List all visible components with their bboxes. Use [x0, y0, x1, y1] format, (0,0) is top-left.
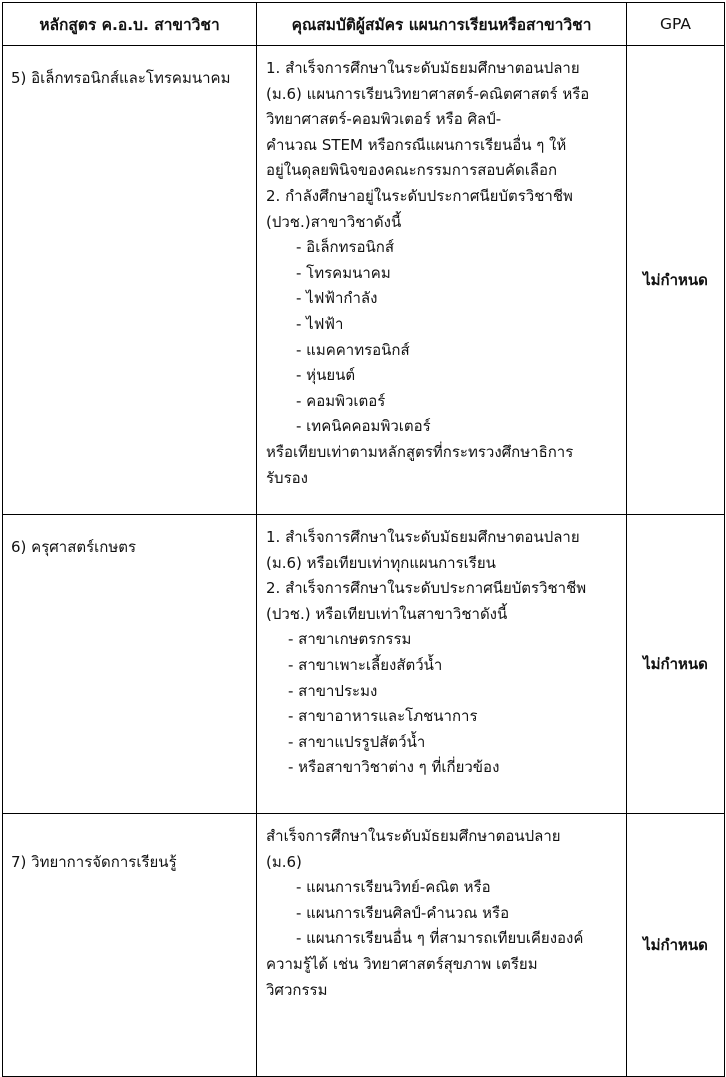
- qualification-list-item: - หรือสาขาวิชาต่าง ๆ ที่เกี่ยวข้อง: [288, 758, 500, 777]
- qualification-list-item: - สาขาเพาะเลี้ยงสัตว์น้ำ: [288, 655, 443, 674]
- qualification-line: วิศวกรรม: [266, 980, 328, 999]
- qualification-line: ความรู้ได้ เช่น วิทยาศาสตร์สุขภาพ เตรียม: [266, 954, 538, 973]
- qualification-line: (ปวช.)สาขาวิชาดังนี้: [266, 212, 402, 231]
- qualification-list-item: - แผนการเรียนวิทย์-คณิต หรือ: [296, 878, 491, 897]
- qualification-list-item: - โทรคมนาคม: [296, 263, 391, 282]
- qualification-list-item: - สาขาแปรรูปสัตว์น้ำ: [288, 732, 426, 751]
- qualification-line: 2. กำลังศึกษาอยู่ในระดับประกาศนียบัตรวิชาชีพ: [266, 186, 573, 205]
- qualification-list-item: - สาขาประมง: [288, 681, 378, 700]
- qualification-list-item: - แผนการเรียนอื่น ๆ ที่สามารถเทียบเคียงองค์: [296, 929, 584, 948]
- qualification-list-item: - หุ่นยนต์: [296, 366, 356, 385]
- table-row: [3, 46, 725, 515]
- qualification-list-item: - อิเล็กทรอนิกส์: [296, 238, 395, 257]
- qualification-line: (ม.6) แผนการเรียนวิทยาศาสตร์-คณิตศาสตร์ หรือ: [266, 84, 590, 103]
- qualification-line: คำนวณ STEM หรือกรณีแผนการเรียนอื่น ๆ ให้: [266, 135, 567, 154]
- gpa-cell: ไม่กำหนด: [627, 515, 725, 814]
- qualification-line: หรือเทียบเท่าตามหลักสูตรที่กระทรวงศึกษาธิการ: [266, 442, 574, 461]
- qualification-line: อยู่ในดุลยพินิจของคณะกรรมการสอบคัดเลือก: [266, 161, 558, 180]
- qualification-list-item: - ไฟฟ้ากำลัง: [296, 289, 378, 308]
- qualification-cell: [257, 814, 627, 1077]
- header-qualification: คุณสมบัติผู้สมัคร แผนการเรียนหรือสาขาวิชา: [257, 3, 627, 46]
- table-row: [3, 515, 725, 814]
- table-header-row: [3, 3, 725, 46]
- qualification-line: 1. สำเร็จการศึกษาในระดับมัธยมศึกษาตอนปลาย: [266, 528, 580, 546]
- admission-table: [2, 2, 725, 1077]
- header-gpa: GPA: [627, 3, 725, 46]
- header-program: หลักสูตร ค.อ.บ. สาขาวิชา: [3, 3, 257, 46]
- program-cell: 5) อิเล็กทรอนิกส์และโทรคมนาคม: [3, 46, 257, 515]
- qualification-line: (ม.6): [266, 852, 302, 871]
- gpa-cell: ไม่กำหนด: [627, 46, 725, 515]
- qualification-line: รับรอง: [266, 468, 308, 487]
- qualification-list-item: - ไฟฟ้า: [296, 314, 344, 333]
- qualification-cell: [257, 46, 627, 515]
- qualification-line: (ม.6) หรือเทียบเท่าทุกแผนการเรียน: [266, 553, 496, 572]
- qualification-line: 1. สำเร็จการศึกษาในระดับมัธยมศึกษาตอนปลาย: [266, 59, 580, 77]
- table-row: [3, 814, 725, 1077]
- qualification-cell: [257, 515, 627, 814]
- gpa-cell: ไม่กำหนด: [627, 814, 725, 1077]
- qualification-list-item: - สาขาอาหารและโภชนาการ: [288, 707, 478, 726]
- qualification-line: 2. สำเร็จการศึกษาในระดับประกาศนียบัตรวิชาชีพ: [266, 579, 587, 598]
- program-cell: 7) วิทยาการจัดการเรียนรู้: [3, 814, 257, 1077]
- qualification-list-item: - คอมพิวเตอร์: [296, 391, 386, 410]
- qualification-line: สำเร็จการศึกษาในระดับมัธยมศึกษาตอนปลาย: [266, 827, 561, 845]
- qualification-list-item: - แมคคาทรอนิกส์: [296, 340, 410, 359]
- qualification-line: (ปวช.) หรือเทียบเท่าในสาขาวิชาดังนี้: [266, 604, 508, 623]
- qualification-line: วิทยาศาสตร์-คอมพิวเตอร์ หรือ ศิลป์-: [266, 110, 502, 129]
- qualification-list-item: - เทคนิคคอมพิวเตอร์: [296, 417, 431, 436]
- qualification-list-item: - สาขาเกษตรกรรม: [288, 630, 412, 649]
- program-cell: 6) ครุศาสตร์เกษตร: [3, 515, 257, 814]
- qualification-list-item: - แผนการเรียนศิลป์-คำนวณ หรือ: [296, 903, 510, 922]
